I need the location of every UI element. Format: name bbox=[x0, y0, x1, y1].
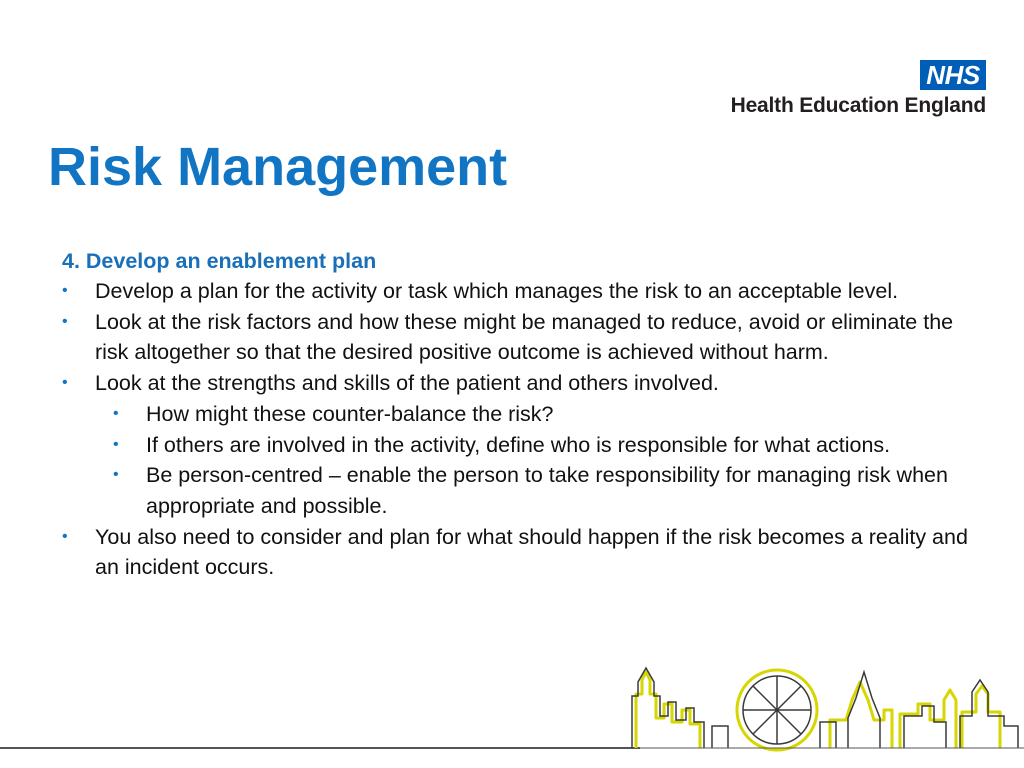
sub-bullet-item bbox=[113, 430, 982, 461]
sub-bullet-text: How might these counter-balance the risk? bbox=[146, 401, 554, 426]
skyline-dark-outline bbox=[632, 668, 1018, 748]
sub-bullet-text: If others are involved in the activity, define who is responsible for what actions. bbox=[146, 432, 891, 457]
bullet-dot-icon: • bbox=[113, 466, 119, 484]
section-heading: 4. Develop an enablement plan bbox=[62, 249, 377, 273]
bullet-dot-icon: • bbox=[113, 435, 119, 453]
sub-bullet-item bbox=[113, 460, 982, 521]
bullet-text: You also need to consider and plan for what should happen if the risk becomes a reality and an incident occurs. bbox=[95, 524, 968, 580]
bullet-list bbox=[62, 276, 982, 583]
bullet-text: Look at the strengths and skills of the patient and others involved. bbox=[95, 371, 719, 396]
bullet-dot-icon: • bbox=[62, 374, 68, 392]
sub-bullet-list bbox=[113, 399, 982, 522]
bullet-dot-icon: • bbox=[62, 282, 68, 299]
bullet-text: Look at the risk factors and how these might be managed to reduce, avoid or eliminate the risk altogether so that the desired positive outcome is achieved without harm. bbox=[95, 309, 954, 365]
slide-title: Risk Management bbox=[48, 137, 508, 197]
organisation-name: Health Education England bbox=[730, 94, 986, 117]
bullet-dot-icon: • bbox=[113, 404, 119, 422]
slide-content bbox=[62, 246, 982, 583]
sub-bullet-item bbox=[113, 399, 982, 430]
bullet-dot-icon: • bbox=[62, 527, 68, 545]
bullet-item bbox=[62, 522, 982, 583]
sub-bullet-text: Be person-centred – enable the person to take responsibility for managing risk when appropriate and possible. bbox=[146, 463, 948, 518]
nhs-logo-badge: NHS bbox=[920, 60, 986, 90]
bullet-item bbox=[62, 276, 982, 307]
bullet-dot-icon: • bbox=[62, 312, 68, 330]
bullet-item bbox=[62, 307, 982, 368]
hee-logo bbox=[686, 60, 986, 124]
bullet-text: Develop a plan for the activity or task which manages the risk to an acceptable level. bbox=[95, 279, 899, 303]
bullet-item bbox=[62, 368, 982, 522]
london-skyline-illustration bbox=[0, 660, 1024, 768]
